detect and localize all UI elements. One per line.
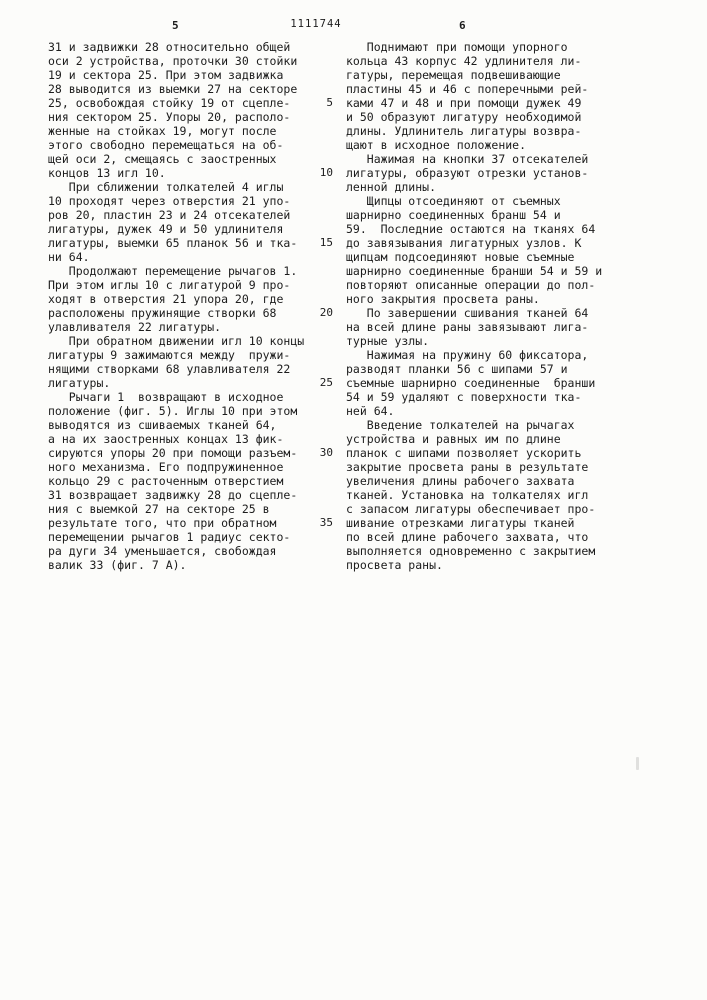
text-line: концов 13 игл 10. [48,166,166,180]
text-line: Нажимая на пружину 60 фиксатора, [346,348,589,362]
scan-artifact [636,757,639,770]
text-line: нящими створками 68 улавливателя 22 [48,362,291,376]
text-line: щей оси 2, смещаясь с заостренных [48,152,277,166]
text-line: улавливателя 22 лигатуры. [48,320,222,334]
text-line: просвета раны. [346,558,443,572]
left-column-number: 5 [172,19,180,32]
text-line: лигатуры. [48,376,111,390]
text-line: 31 возвращает задвижку 28 до сцепле- [48,488,298,502]
text-line: Рычаги 1 возвращают в исходное [48,390,284,404]
text-line: По завершении сшивания тканей 64 [346,306,589,320]
text-line: и 50 образуют лигатуру необходимой [346,110,582,124]
patent-number: 1111744 [290,18,342,30]
text-line: 54 и 59 удаляют с поверхности тка- [346,390,582,404]
text-line: валик 33 (фиг. 7 А). [48,558,187,572]
text-line: увеличения длины рабочего захвата [346,474,575,488]
text-line: 28 выводится из выемки 27 на секторе [48,82,298,96]
text-line: женные на стойках 19, могут после [48,124,277,138]
text-line: 59. Последние остаются на тканях 64 [346,222,596,236]
line-number: 5 [326,96,333,109]
text-line: Введение толкателей на рычагах [346,418,575,432]
text-line: шарнирно соединенных бранш 54 и [346,208,561,222]
text-line: выполняется одновременно с закрытием [346,544,596,558]
text-line: лигатуры, дужек 49 и 50 удлинителя [48,222,284,236]
text-line: оси 2 устройства, проточки 30 стойки [48,54,298,68]
text-line: ленной длины. [346,180,437,194]
text-line: тканей. Установка на толкателях игл [346,488,589,502]
text-line: шивание отрезками лигатуры тканей [346,516,575,530]
text-line: закрытие просвета раны в результате [346,460,589,474]
text-line: гатуры, перемещая подвешивающие [346,68,561,82]
line-number: 15 [319,236,333,249]
text-line: с запасом лигатуры обеспечивает про- [346,502,596,516]
line-number: 20 [319,306,333,319]
text-line: разводят планки 56 с шипами 57 и [346,362,568,376]
text-line: до завязывания лигатурных узлов. К [346,236,582,250]
text-line: 19 и сектора 25. При этом задвижка [48,68,284,82]
text-line: планок с шипами позволяет ускорить [346,446,582,460]
text-line: ней 64. [346,404,395,418]
text-line: ров 20, пластин 23 и 24 отсекателей [48,208,291,222]
text-line: перемещении рычагов 1 радиус секто- [48,530,291,544]
text-line: ния с выемкой 27 на секторе 25 в [48,502,270,516]
text-line: выводятся из сшиваемых тканей 64, [48,418,277,432]
text-line: ками 47 и 48 и при помощи дужек 49 [346,96,582,110]
text-line: ного механизма. Его подпружиненное [48,460,284,474]
line-number: 10 [319,166,333,179]
text-line: этого свободно перемещаться на об- [48,138,284,152]
text-line: пластины 45 и 46 с поперечными рей- [346,82,589,96]
text-line: щают в исходное положение. [346,138,527,152]
text-line: шарнирно соединенные бранши 54 и 59 и [346,264,603,278]
line-number: 25 [319,376,333,389]
text-line: турные узлы. [346,334,430,348]
text-line: лигатуры 9 зажимаются между пружи- [48,348,291,362]
text-line: Нажимая на кнопки 37 отсекателей [346,152,589,166]
text-line: При этом иглы 10 с лигатурой 9 про- [48,278,291,292]
text-line: ра дуги 34 уменьшается, свобождая [48,544,277,558]
text-line: а на их заостренных концах 13 фик- [48,432,284,446]
text-line: При обратном движении игл 10 концы [48,334,305,348]
text-line: результате того, что при обратном [48,516,277,530]
text-line: кольца 43 корпус 42 удлинителя ли- [346,54,582,68]
text-line: положение (фиг. 5). Иглы 10 при этом [48,404,298,418]
text-line: повторяют описанные операции до пол- [346,278,596,292]
text-line: лигатуры, образуют отрезки установ- [346,166,589,180]
text-line: При сближении толкателей 4 иглы [48,180,284,194]
line-number: 35 [319,516,333,529]
text-line: щипцам подсоединяют новые съемные [346,250,575,264]
text-line: ходят в отверстия 21 упора 20, где [48,292,284,306]
left-column-text [48,40,304,572]
text-line: 25, освобождая стойку 19 от сцепле- [48,96,291,110]
right-column-text [346,40,602,572]
text-line: Поднимают при помощи упорного [346,40,568,54]
line-number: 30 [319,446,333,459]
text-line: ного закрытия просвета раны. [346,292,540,306]
text-line: на всей длине раны завязывают лига- [346,320,589,334]
right-column-number: 6 [459,19,467,32]
text-line: съемные шарнирно соединенные бранши [346,376,596,390]
text-line: 10 проходят через отверстия 21 упо- [48,194,291,208]
text-line: 31 и задвижки 28 относительно общей [48,40,291,54]
text-line: ния сектором 25. Упоры 20, располо- [48,110,291,124]
text-line: ни 64. [48,250,90,264]
text-line: Продолжают перемещение рычагов 1. [48,264,298,278]
text-line: устройства и равных им по длине [346,432,561,446]
text-line: кольцо 29 с расточенным отверстием [48,474,284,488]
text-line: по всей длине рабочего захвата, что [346,530,589,544]
text-line: Щипцы отсоединяют от съемных [346,194,561,208]
text-line: расположены пружинящие створки 68 [48,306,277,320]
text-line: длины. Удлинитель лигатуры возвра- [346,124,582,138]
line-number-gutter [300,40,333,580]
text-line: сируются упоры 20 при помощи разъем- [48,446,298,460]
text-line: лигатуры, выемки 65 планок 56 и тка- [48,236,298,250]
